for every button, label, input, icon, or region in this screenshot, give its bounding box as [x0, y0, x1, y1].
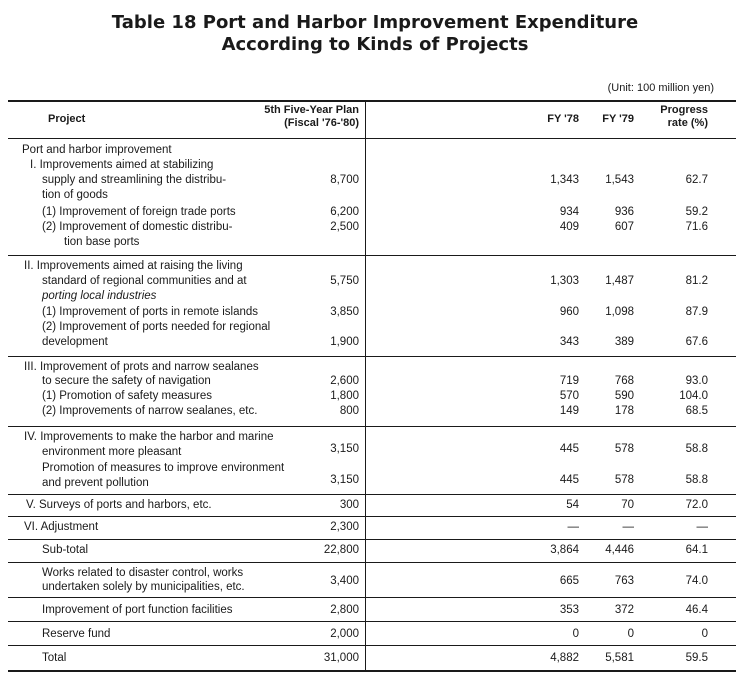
row-divider — [8, 562, 736, 563]
header-plan — [264, 104, 359, 130]
row-label: Works related to disaster control, works — [42, 567, 244, 579]
rate-value: 68.5 — [685, 405, 708, 417]
top-rule — [8, 100, 736, 102]
rate-value: 59.5 — [685, 652, 708, 664]
fy79-value: 1,543 — [605, 174, 634, 186]
header-rate-line2: rate (%) — [667, 117, 708, 129]
row-label: porting local industries — [42, 290, 157, 302]
plan-value: 2,800 — [330, 604, 359, 616]
row-label: VI. Adjustment — [24, 521, 99, 533]
fy78-value: 149 — [559, 405, 579, 417]
fy78-value: 934 — [559, 206, 579, 218]
column-divider — [365, 101, 366, 671]
table-title — [0, 12, 750, 56]
header-rule — [8, 138, 736, 139]
fy79-value: 178 — [614, 405, 634, 417]
row-divider — [8, 516, 736, 517]
title-line-1: Table 18 Port and Harbor Improvement Expenditure — [111, 12, 639, 33]
row-label: V. Surveys of ports and harbors, etc. — [26, 499, 212, 511]
rate-value: 67.6 — [685, 336, 708, 348]
row-label: (1) Promotion of safety measures — [42, 390, 213, 402]
row-label: (2) Improvements of narrow sealanes, etc. — [42, 405, 258, 417]
fy78-value: 665 — [559, 575, 579, 587]
rate-value: 46.4 — [685, 604, 708, 616]
fy79-value: 768 — [614, 375, 634, 387]
header-plan-line1: 5th Five-Year Plan — [264, 104, 359, 116]
plan-value: 6,200 — [330, 206, 359, 218]
fy78-value: 54 — [566, 499, 579, 511]
plan-value: 2,000 — [330, 628, 359, 640]
row-label: Reserve fund — [42, 628, 111, 640]
plan-value: 3,150 — [330, 474, 359, 486]
plan-value: 3,850 — [330, 306, 359, 318]
fy78-value: 0 — [572, 628, 579, 640]
rate-value: 74.0 — [685, 575, 708, 587]
row-label: (2) Improvement of domestic distribu- — [42, 221, 233, 233]
fy79-value: 607 — [614, 221, 634, 233]
fy79-value: 763 — [614, 575, 634, 587]
row-divider — [8, 597, 736, 598]
fy78-value: 343 — [559, 336, 579, 348]
rate-value: 81.2 — [685, 275, 708, 287]
row-label: Total — [42, 652, 67, 664]
header-project: Project — [48, 113, 86, 125]
row-label: development — [42, 336, 108, 348]
rate-value: 87.9 — [685, 306, 708, 318]
fy79-value: 5,581 — [605, 652, 634, 664]
row-label: supply and streamlining the distribu- — [42, 174, 227, 186]
plan-value: 2,500 — [330, 221, 359, 233]
plan-value: 8,700 — [330, 174, 359, 186]
row-divider — [8, 539, 736, 540]
row-label: tion of goods — [42, 189, 108, 201]
fy78-value: 1,343 — [550, 174, 579, 186]
fy78-value: 445 — [559, 474, 579, 486]
rate-value: 58.8 — [685, 443, 708, 455]
row-label: (2) Improvement of ports needed for regional — [42, 321, 271, 333]
rate-value: 72.0 — [685, 499, 708, 511]
plan-value: 1,800 — [330, 390, 359, 402]
row-label: I. Improvements aimed at stabilizing — [30, 159, 214, 171]
fy78-value: 960 — [559, 306, 579, 318]
row-label: tion base ports — [64, 236, 140, 248]
plan-value: 5,750 — [330, 275, 359, 287]
row-label: IV. Improvements to make the harbor and marine — [24, 431, 274, 443]
plan-value: 2,300 — [330, 521, 359, 533]
header-rate-line1: Progress — [660, 104, 708, 116]
plan-value: 3,400 — [330, 575, 359, 587]
rate-value: — — [696, 521, 708, 533]
plan-value: 2,600 — [330, 375, 359, 387]
plan-value: 1,900 — [330, 336, 359, 348]
row-label: Promotion of measures to improve environment — [42, 462, 285, 474]
fy79-value: 578 — [614, 443, 634, 455]
row-divider — [8, 645, 736, 646]
row-label: II. Improvements aimed at raising the living — [24, 260, 243, 272]
row-label: environment more pleasant — [42, 446, 182, 458]
row-divider — [8, 255, 736, 256]
rate-value: 71.6 — [685, 221, 708, 233]
bottom-rule — [8, 670, 736, 672]
row-label: undertaken solely by municipalities, etc. — [42, 581, 245, 593]
fy78-value: 4,882 — [550, 652, 579, 664]
fy79-value: 4,446 — [605, 544, 634, 556]
title-line-2: According to Kinds of Projects — [221, 34, 529, 55]
header-progress-rate — [660, 104, 708, 130]
row-divider — [8, 621, 736, 622]
fy79-value: 70 — [621, 499, 634, 511]
header-fy78: FY '78 — [547, 113, 579, 125]
fy79-value: 936 — [614, 206, 634, 218]
fy79-value: 389 — [614, 336, 634, 348]
row-label: (1) Improvement of foreign trade ports — [42, 206, 236, 218]
row-label: Improvement of port function facilities — [42, 604, 233, 616]
unit-note: (Unit: 100 million yen) — [607, 82, 714, 94]
row-divider — [8, 356, 736, 357]
rate-value: 64.1 — [685, 544, 708, 556]
rate-value: 58.8 — [685, 474, 708, 486]
row-label: (1) Improvement of ports in remote islands — [42, 306, 259, 318]
fy78-value: 445 — [559, 443, 579, 455]
rate-value: 93.0 — [685, 375, 708, 387]
rate-value: 59.2 — [685, 206, 708, 218]
fy79-value: 578 — [614, 474, 634, 486]
plan-value: 22,800 — [323, 544, 359, 556]
fy79-value: 1,098 — [605, 306, 634, 318]
fy79-value: 0 — [627, 628, 634, 640]
plan-value: 31,000 — [323, 652, 359, 664]
plan-value: 3,150 — [330, 443, 359, 455]
fy79-value: 372 — [614, 604, 634, 616]
row-divider — [8, 426, 736, 427]
fy78-value: 409 — [559, 221, 579, 233]
row-label: III. Improvement of prots and narrow sealanes — [24, 361, 259, 373]
fy78-value: 719 — [559, 375, 579, 387]
row-label: standard of regional communities and at — [42, 275, 247, 287]
rate-value: 104.0 — [679, 390, 708, 402]
row-label: Port and harbor improvement — [22, 144, 172, 156]
fy79-value: — — [622, 521, 634, 533]
fy79-value: 590 — [614, 390, 634, 402]
rate-value: 62.7 — [685, 174, 708, 186]
row-label: Sub-total — [42, 544, 89, 556]
fy79-value: 1,487 — [605, 275, 634, 287]
row-label: and prevent pollution — [42, 477, 149, 489]
row-divider — [8, 494, 736, 495]
fy78-value: 353 — [559, 604, 579, 616]
fy78-value: — — [567, 521, 579, 533]
header-fy79: FY '79 — [602, 113, 634, 125]
plan-value: 800 — [339, 405, 359, 417]
rate-value: 0 — [701, 628, 708, 640]
fy78-value: 570 — [559, 390, 579, 402]
row-label: to secure the safety of navigation — [42, 375, 211, 387]
plan-value: 300 — [339, 499, 359, 511]
header-plan-line2: (Fiscal '76-'80) — [284, 117, 359, 129]
fy78-value: 1,303 — [550, 275, 579, 287]
fy78-value: 3,864 — [550, 544, 579, 556]
